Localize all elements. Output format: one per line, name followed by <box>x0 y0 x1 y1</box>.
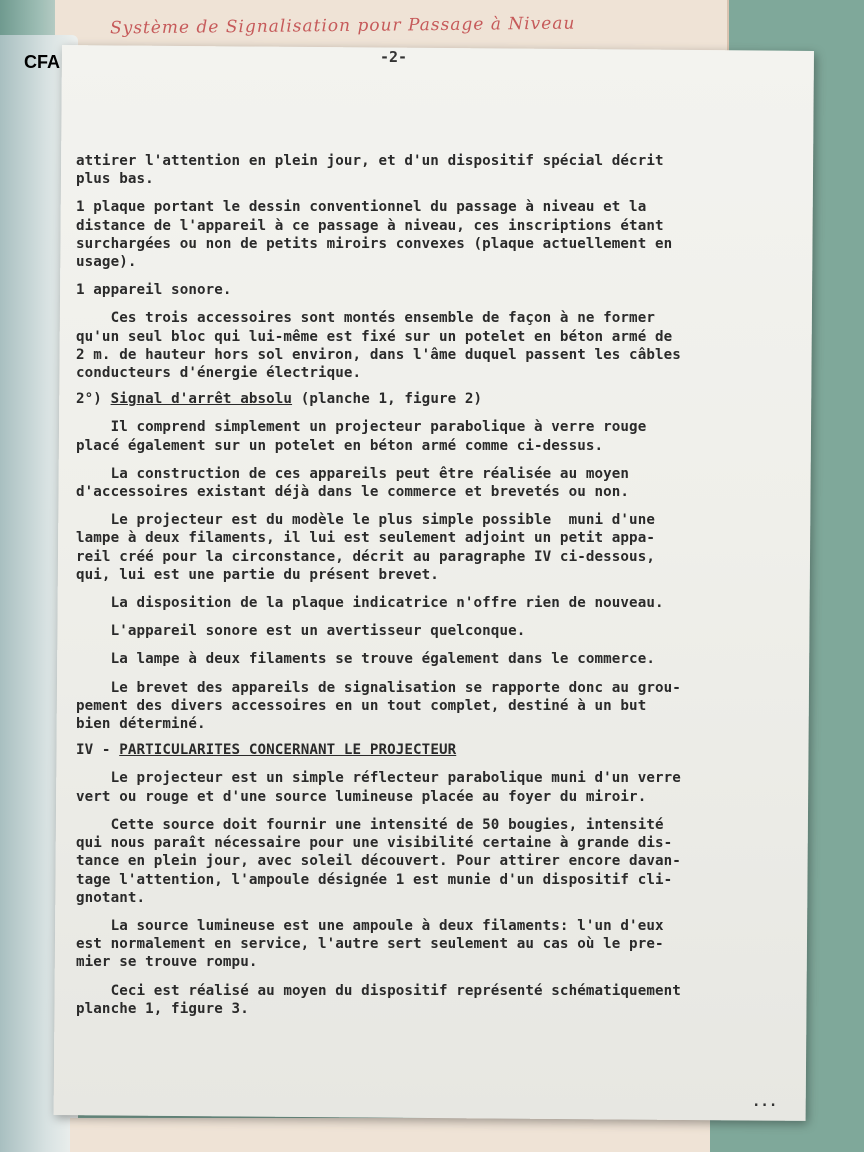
text-line: plus bas. <box>76 171 154 188</box>
text-line: Cette source doit fournir une intensité de 50 bougies, intensité <box>76 816 664 833</box>
text-line: d'accessoires existant déjà dans le commerce et brevetés ou non. <box>76 484 630 501</box>
text-line: Il comprend simplement un projecteur parabolique à verre rouge <box>76 419 647 436</box>
text-line: 1 appareil sonore. <box>76 282 232 299</box>
section-reference: (planche 1, figure 2) <box>292 391 483 408</box>
text-line: Le brevet des appareils de signalisation se rapporte donc au grou- <box>76 679 681 696</box>
text-line: surchargées ou non de petits miroirs convexes (plaque actuellement en <box>76 235 673 252</box>
text-line: 1 plaque portant le dessin conventionnel du passage à niveau et la <box>76 199 647 216</box>
paragraph-10 <box>76 650 806 668</box>
paragraph-15 <box>76 982 806 1018</box>
text-line: pement des divers accessoires en un tout complet, destiné à un but <box>76 697 647 714</box>
page-number: -2- <box>380 48 408 66</box>
text-line: attirer l'attention en plein jour, et d'un dispositif spécial décrit <box>76 153 664 169</box>
page-text <box>76 152 806 1018</box>
text-line: conducteurs d'énergie électrique. <box>76 365 362 382</box>
paragraph-1 <box>76 152 806 188</box>
paragraph-6 <box>76 465 806 501</box>
paragraph-8 <box>76 594 806 612</box>
text-line: usage). <box>76 254 137 271</box>
text-line: gnotant. <box>76 889 146 906</box>
text-line: La construction de ces appareils peut être réalisée au moyen <box>76 465 630 482</box>
text-line: Le projecteur est du modèle le plus simple possible muni d'une <box>76 512 655 529</box>
section-heading-4 <box>76 741 806 759</box>
text-line: tance en plein jour, avec soleil découvert. Pour attirer encore davan- <box>76 853 681 870</box>
text-line: La lampe à deux filaments se trouve également dans le commerce. <box>76 651 655 668</box>
section-title: Signal d'arrêt absolu <box>110 391 293 408</box>
section-heading-2 <box>76 390 806 408</box>
text-line: Ces trois accessoires sont montés ensemble de façon à ne former <box>76 310 655 327</box>
paragraph-14 <box>76 917 806 972</box>
text-line: reil créé pour la circonstance, décrit au paragraphe IV ci-dessous, <box>76 548 655 565</box>
paragraph-5 <box>76 418 806 454</box>
underlying-sheet-title: Système de Signalisation pour Passage à Niveau <box>109 13 576 39</box>
text-line: La disposition de la plaque indicatrice n'offre rien de nouveau. <box>76 595 664 612</box>
text-line: qui nous paraît nécessaire pour une visibilité certaine à grande dis- <box>76 835 673 852</box>
text-line: tage l'attention, l'ampoule désignée 1 est munie d'un dispositif cli- <box>76 871 673 888</box>
paragraph-3 <box>76 281 806 299</box>
text-line: Ceci est réalisé au moyen du dispositif représenté schématiquement <box>76 982 681 999</box>
archive-logo: CFA <box>24 52 60 72</box>
paragraph-9 <box>76 622 806 640</box>
paragraph-11 <box>76 679 806 734</box>
paragraph-2 <box>76 198 806 271</box>
section-number: 2°) <box>76 391 111 408</box>
text-line: lampe à deux filaments, il lui est seulement adjoint un petit appa- <box>76 530 655 547</box>
continuation-mark: ... <box>752 1094 778 1110</box>
paragraph-12 <box>76 769 806 805</box>
section-title: PARTICULARITES CONCERNANT LE PROJECTEUR <box>119 742 457 759</box>
text-line: qui, lui est une partie du présent brevet. <box>76 566 439 583</box>
text-line: planche 1, figure 3. <box>76 1000 249 1017</box>
text-line: La source lumineuse est une ampoule à deux filaments: l'un d'eux <box>76 917 664 934</box>
text-line: 2 m. de hauteur hors sol environ, dans l'âme duquel passent les câbles <box>76 346 681 363</box>
text-line: qu'un seul bloc qui lui-même est fixé sur un potelet en béton armé de <box>76 328 673 345</box>
paragraph-7 <box>76 511 806 584</box>
text-line: L'appareil sonore est un avertisseur quelconque. <box>76 623 526 640</box>
text-line: distance de l'appareil à ce passage à niveau, ces inscriptions étant <box>76 217 664 234</box>
text-line: vert ou rouge et d'une source lumineuse placée au foyer du miroir. <box>76 788 647 805</box>
bottom-underlying-sheet <box>70 1118 710 1152</box>
text-line: Le projecteur est un simple réflecteur parabolique muni d'un verre <box>76 770 681 787</box>
text-line: bien déterminé. <box>76 716 206 733</box>
paragraph-4 <box>76 309 806 382</box>
section-number: IV - <box>76 742 120 759</box>
text-line: placé également sur un potelet en béton armé comme ci-dessus. <box>76 437 604 454</box>
paragraph-13 <box>76 816 806 907</box>
text-line: mier se trouve rompu. <box>76 954 258 971</box>
text-line: est normalement en service, l'autre sert seulement au cas où le pre- <box>76 936 664 953</box>
